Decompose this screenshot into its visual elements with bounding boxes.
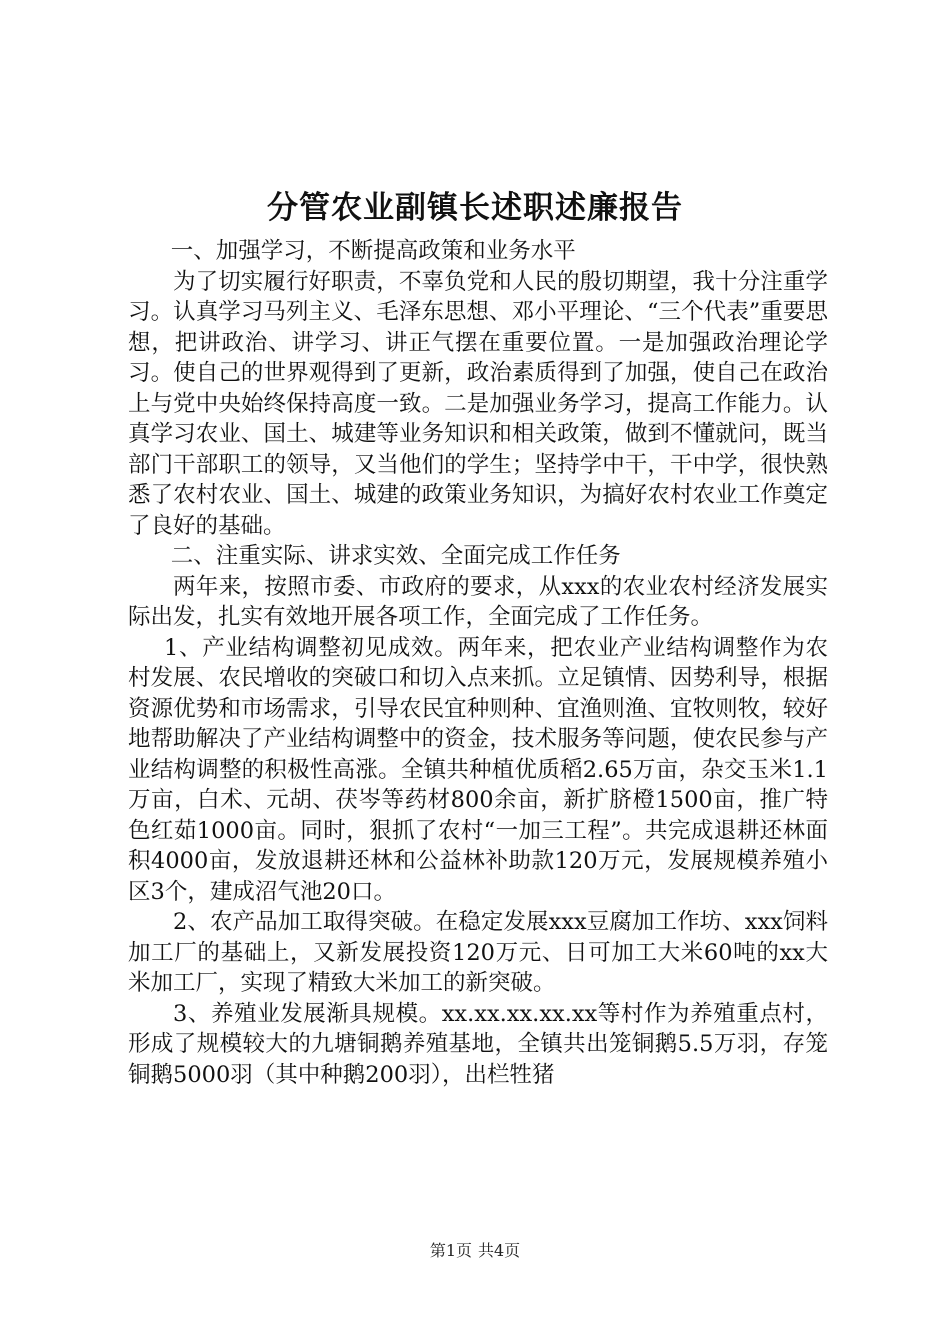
- paragraph-overview: 两年来，按照市委、市政府的要求，从xxx的农业农村经济发展实际出发，扎实有效地开展各项工作，全面完成了工作任务。: [128, 573, 828, 630]
- document-body: [128, 236, 828, 1090]
- paragraph-breeding: 3、养殖业发展渐具规模。xx.xx.xx.xx.xx等村作为养殖重点村，形成了规模较大的九塘铜鹅养殖基地，全镇共出笼铜鹅5.5万羽，存笼铜鹅5000羽（其中种鹅200羽），出栏牲猪: [128, 1000, 828, 1088]
- document-title: 分管农业副镇长述职述廉报告: [267, 190, 683, 226]
- paragraph-study: 为了切实履行好职责，不辜负党和人民的殷切期望，我十分注重学习。认真学习马列主义、毛泽东思想、邓小平理论、“三个代表”重要思想，把讲政治、讲学习、讲正气摆在重要位置。一是加强政治理论学习。使自己的世界观得到了更新，政治素质得到了加强，使自己在政治上与党中央始终保持高度一致。二是加强业务学习，提高工作能力。认真学习农业、国土、城建等业务知识和相关政策，做到不懂就问，既当部门干部职工的领导，又当他们的学生；坚持学中干，干中学，很快熟悉了农村农业、国土、城建的政策业务知识，为搞好农村农业工作奠定了良好的基础。: [128, 268, 828, 539]
- page-footer: [0, 1240, 950, 1262]
- paragraph-industry-structure: 1、产业结构调整初见成效。两年来，把农业产业结构调整作为农村发展、农民增收的突破口和切入点来抓。立足镇情、因势利导，根据资源优势和市场需求，引导农民宜种则种、宜渔则渔、宜牧则牧，较好地帮助解决了产业结构调整中的资金，技术服务等问题，使农民参与产业结构调整的积极性高涨。全镇共种植优质稻2.65万亩，杂交玉米1.1万亩，白术、元胡、茯岑等药材800余亩，新扩脐橙1500亩，推广特色红茹1000亩。同时，狠抓了农村“一加三工程”。共完成退耕还林面积4000亩，发放退耕还林和公益林补助款120万元，发展规模养殖小区3个，建成沼气池20口。: [128, 634, 828, 905]
- page-number-current: 第1页: [429, 1241, 472, 1260]
- page-number-total: 共4页: [478, 1241, 521, 1260]
- section-heading-1: 一、加强学习，不断提高政策和业务水平: [170, 238, 576, 264]
- paragraph-agri-processing: 2、农产品加工取得突破。在稳定发展xxx豆腐加工作坊、xxx饲料加工厂的基础上，又新发展投资120万元、日可加工大米60吨的xx大米加工厂，实现了精致大米加工的新突破。: [128, 909, 828, 996]
- section-heading-2: 二、注重实际、讲求实效、全面完成工作任务: [170, 543, 621, 569]
